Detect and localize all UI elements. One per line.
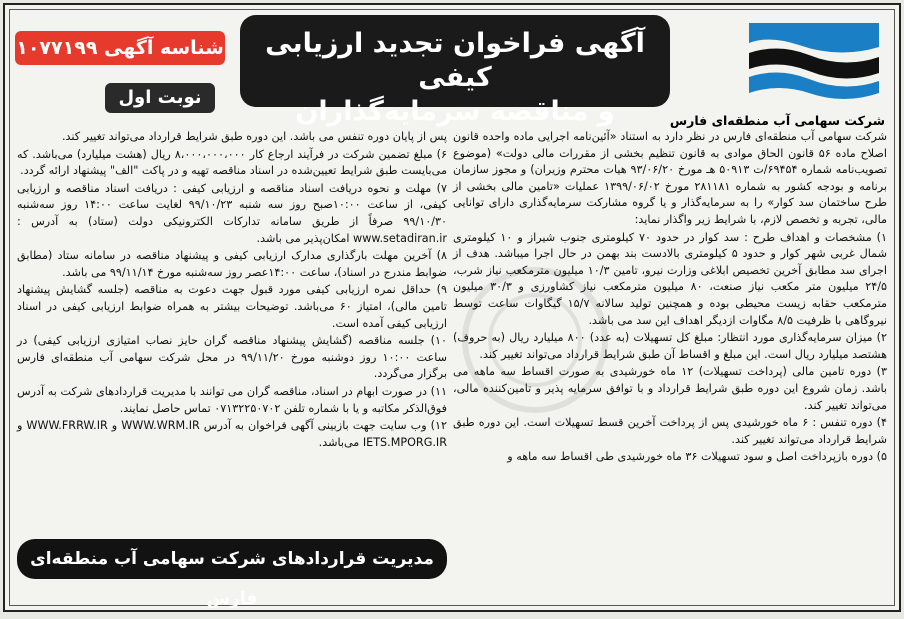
left-column <box>17 129 447 452</box>
clause-10: ۱۰) جلسه مناقصه (گشایش پیشنهاد مناقصه گران حایز نصاب امتیازی ارزیابی کیفی) در ساعت ۱۰:۰۰ روز دوشنبه مورخ ۹۹/۱۱/۲۰ در محل شرکت سهامی آب منطقه‌ای فارس برگزار می‌گردد. <box>17 334 447 381</box>
advertisement-page <box>3 3 901 612</box>
clause-6: ۶) مبلغ تضمین شرکت در فرآیند ارجاع کار ۸،۰۰۰،۰۰۰،۰۰۰ ریال (هشت میلیارد) می‌باشد. که می‌بایست طبق شرایط تعیین‌شده در اسناد مناقصه تهیه و در پاکت "الف" پیشنهاد ارائه گردد. <box>17 147 447 178</box>
title-line-2: و مناقصه سرمایه‌گذاران <box>295 96 615 127</box>
clause-3: ۳) دوره تامین مالی (پرداخت تسهیلات) ۱۲ ماه خورشیدی به صورت اقساط سه ماهه می باشد. زمان شروع این دوره طبق شرایط قرارداد و با توافق سرمایه پذیر و تامین‌کننده مالی، می‌تواند تغییر کند. <box>453 365 887 412</box>
clause-1: ۱) مشخصات و اهداف طرح : سد کوار در حدود ۷۰ کیلومتری جنوب شیراز و ۱۰ کیلومتری شمال غربی شهر کوار و حدود ۵ کیلومتری بالادست بند بهمن در حال اجرا میباشد. هدف از اجرای سد مطابق آخرین تخصیص ابلاغی وزارت نیرو، تامین ۱۰/۳ میلیون مترمکعب نیاز شرب، ۲۴/۵ میلیون متر مکعب نیاز صنعت، ۸۰ میلیون مترمکعب نیاز کشاورزی و ۳۰/۳ میلیون مترمکعب حقابه زیست محیطی بوده و همچنین تولید سالانه ۱۵/۷ گیگاوات ساعت توسط نیروگاهی با ظرفیت ۸/۵ مگاوات ازدیگر اهداف این سد می باشد. <box>453 230 888 327</box>
clause-5: ۵) دوره بازپرداخت اصل و سود تسهیلات ۳۶ ماه خورشیدی طی اقساط سه ماهه و <box>507 450 887 464</box>
intro-paragraph: شرکت سهامی آب منطقه‌ای فارس در نظر دارد به استناد «آئین‌نامه اجرایی ماده واحده قانون اصلاح ماده ۵۶ قانون الحاق موادی به قانون تنظیم بخشی از مقررات مالی دولت» (موضوع تصویب‌نامه شماره ۶۹۴۵۴/ت ۵۰۹۱۳ هـ مورخ ۹۳/۰۶/۲۰ هیات محترم وزیران) و مجوز سازمان برنامه و بودجه کشور به شماره ۲۸۱۱۸۱ مورخ ۱۳۹۹/۰۶/۰۲ عملیات «تامین مالی بخشی از طرح ساختمان سد کوار» را به سرمایه‌گذار و یا گروه مشارکت سرمایه‌گذاری دارای توانایی مالی، تجربه و تخصص لازم، با شرایط زیر واگذار نماید: <box>453 130 888 226</box>
clause-11: ۱۱) در صورت ابهام در اسناد، مناقصه گران می توانند با مدیریت قراردادهای شرکت به آدرس فوق‌الذکر مکاتبه و یا با شماره تلفن ۰۷۱۳۲۲۵۰۷۰۲ تماس حاصل نمایند. <box>17 384 447 415</box>
footer-banner: مدیریت قراردادهای شرکت سهامی آب منطقه‌ای فارس <box>17 539 447 579</box>
clause-5-continued: پس از پایان دوره تنفس می باشد. این دوره طبق شرایط قرارداد می‌تواند تغییر کند. <box>62 130 447 143</box>
right-column <box>453 129 887 467</box>
ad-id-badge: شناسه آگهی ۱۰۷۷۱۹۹ <box>15 31 225 65</box>
clause-7: ۷) مهلت و نحوه دریافت اسناد مناقصه و ارزیابی کیفی : دریافت اسناد مناقصه و ارزیابی کیفی، از ساعت ۱۰:۰۰صبح روز سه شنبه ۹۹/۱۰/۲۳ لغایت ساعت ۱۴:۰۰ روز سه‌شنبه ۹۹/۱۰/۳۰ صرفاً از طریق سامانه تدارکات الکترونیکی دولت (ستاد) به آدرس : www.setadiran.ir امکان‌پذیر می باشد. <box>17 181 447 245</box>
company-name: شرکت سهامی آب منطقه‌ای فارس <box>669 113 885 128</box>
clause-8: ۸) آخرین مهلت بارگذاری مدارک ارزیابی کیفی و پیشنهاد مناقصه در سامانه ستاد (مطابق ضوابط مندرج در اسناد)، ساعت ۱۴:۰۰عصر روز سه‌شنبه مورخ ۹۹/۱۱/۱۴ می باشد. <box>17 249 447 279</box>
title-line-1: آگهی فراخوان تجدید ارزیابی کیفی <box>265 28 645 93</box>
clause-9: ۹) حداقل نمره ارزیابی کیفی مورد قبول جهت دعوت به مناقصه (جلسه گشایش پیشنهاد تامین مالی)، امتیاز ۶۰ می‌باشد. توضیحات بیشتر به همراه ضوابط ارزیابی کیفی در اسناد ارزیابی کیفی آمده است. <box>17 283 447 330</box>
title-banner <box>240 15 670 127</box>
clause-2: ۲) میزان سرمایه‌گذاری مورد انتظار: مبلغ کل تسهیلات (به عدد) ۸۰۰ میلیارد ریال (به حروف) هشتصد میلیارد ریال است. این مبلغ و اقساط آن طبق شرایط قرارداد می‌تواند تغییر کند. <box>453 331 888 361</box>
water-company-logo <box>739 13 889 105</box>
round-badge: نوبت اول <box>105 83 215 113</box>
clause-12: ۱۲) وب سایت جهت بازبینی آگهی فراخوان به آدرس WWW.WRM.IR و WWW.FRRW.IR و IETS.MPORG.IR می‌باشد. <box>17 419 447 449</box>
clause-4: ۴) دوره تنفس : ۶ ماه خورشیدی پس از پرداخت آخرین قسط تسهیلات است. این دوره طبق شرایط قرارداد می‌تواند تغییر کند. <box>453 416 888 446</box>
